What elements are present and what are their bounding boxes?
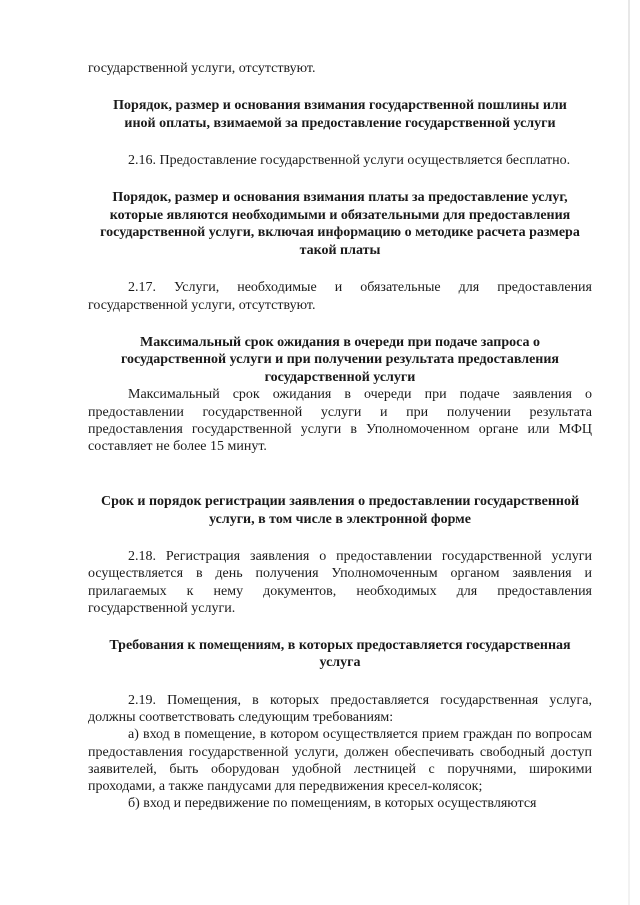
heading-queue-waiting-time: Максимальный срок ожидания в очереди при подаче запроса о государственной услуги и при получении результата предоставления государственной услуги xyxy=(121,334,559,385)
spacer xyxy=(88,672,592,692)
spacer xyxy=(88,132,592,152)
spacer xyxy=(88,314,592,334)
page-edge-shadow xyxy=(628,0,630,905)
paragraph-2-17: 2.17. Услуги, необходимые и обязательные для предоставления государственной услуги, отсутствуют. xyxy=(88,280,592,313)
document-page xyxy=(88,60,592,812)
paragraph-2-19-b: б) вход и передвижение по помещениям, в которых осуществляются xyxy=(128,796,537,812)
spacer xyxy=(88,259,592,279)
paragraph-queue-time: Максимальный срок ожидания в очереди при подаче заявления о предоставлении государственной услуги и при получении результата предоставления государственной услуги в Уполномоченном органе или МФЦ составляет не более 15 минут. xyxy=(88,387,592,454)
paragraph-2-18: 2.18. Регистрация заявления о предоставлении государственной услуги осуществляется в день получения Уполномоченным органом заявления и прилагаемых к нему документов, необходимых для предоставления государственной услуги. xyxy=(88,549,592,616)
spacer xyxy=(88,528,592,548)
spacer xyxy=(88,77,592,97)
heading-state-fee: Порядок, размер и основания взимания государственной пошлины или иной оплаты, взимаемой за предоставление государственной услуги xyxy=(113,98,567,131)
paragraph-2-19-a: а) вход в помещение, в котором осуществляется прием граждан по вопросам предоставления государственной услуги, должен обеспечивать свободный доступ заявителей, быть оборудован удобной лестницей с поручнями, широкими проходами, а также пандусами для передвижения кресел-колясок; xyxy=(88,727,592,794)
heading-registration: Срок и порядок регистрации заявления о предоставлении государственной услуги, в том числе в электронной форме xyxy=(100,494,580,527)
heading-payment-for-services: Порядок, размер и основания взимания платы за предоставление услуг, которые являются необходимыми и обязательными для предоставления государственной услуги, включая информацию о методике расчета размера такой платы xyxy=(100,190,580,258)
spacer xyxy=(88,617,592,637)
heading-premises-requirements: Требования к помещениям, в которых предоставляется государственная услуга xyxy=(109,637,571,671)
paragraph-intro: государственной услуги, отсутствуют. xyxy=(88,61,316,76)
spacer xyxy=(88,455,592,493)
paragraph-2-19: 2.19. Помещения, в которых предоставляется государственная услуга, должны соответствовать следующим требованиям: xyxy=(88,692,592,726)
spacer xyxy=(88,169,592,189)
paragraph-2-16: 2.16. Предоставление государственной услуги осуществляется бесплатно. xyxy=(128,153,571,169)
